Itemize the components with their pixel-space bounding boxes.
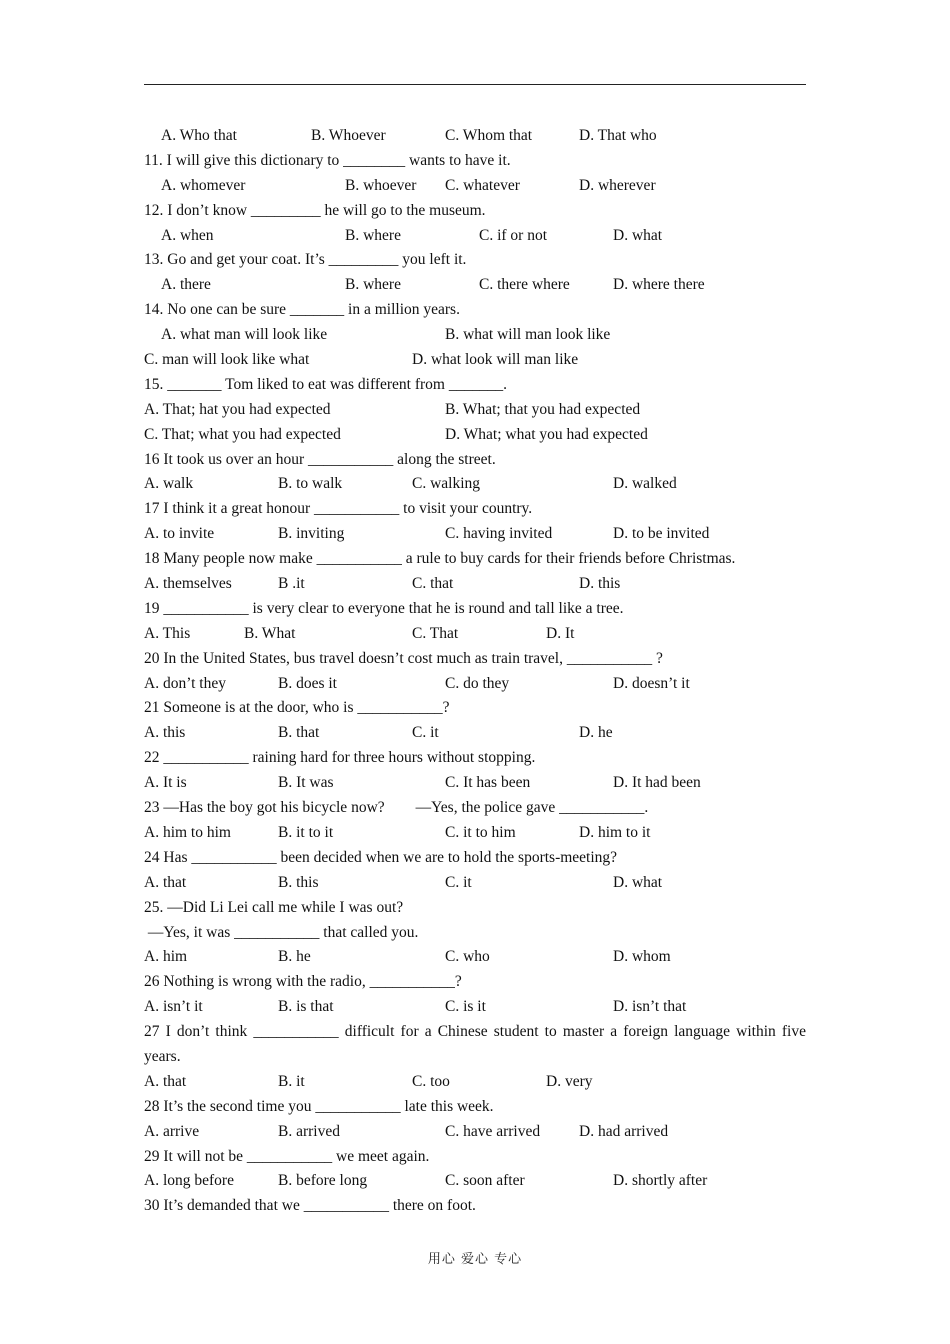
question-text: 28 It’s the second time you ___________ late this week. (144, 1097, 494, 1115)
option-row (144, 622, 806, 647)
option: C. having invited (445, 525, 553, 543)
question-text: 11. I will give this dictionary to ________ wants to have it. (144, 151, 511, 169)
option-row (144, 572, 806, 597)
option-row (144, 771, 806, 796)
option: B. is that (278, 998, 334, 1016)
option-row (144, 1120, 806, 1145)
question-text: 29 It will not be ___________ we meet again. (144, 1147, 430, 1165)
option: D. It had been (613, 774, 701, 792)
question-text: 13. Go and get your coat. It’s _________ you left it. (144, 251, 467, 269)
option: D. where there (613, 276, 705, 294)
option: A. this (144, 724, 186, 742)
option: D. this (579, 575, 621, 593)
question-text: 20 In the United States, bus travel doesn’t cost much as train travel, ___________ ? (144, 649, 663, 667)
option: A. what man will look like (161, 326, 328, 344)
option: C. do they (445, 674, 510, 692)
option-row (144, 273, 806, 298)
option: A. long before (144, 1172, 234, 1190)
option-row (144, 995, 806, 1020)
option-row (144, 398, 806, 423)
option: C. there where (479, 276, 570, 294)
option: B. What (244, 624, 296, 642)
option: D. to be invited (613, 525, 710, 543)
question-text: 14. No one can be sure _______ in a million years. (144, 301, 460, 319)
option: A. don’t they (144, 674, 226, 692)
option: B. inviting (278, 525, 345, 543)
option: A. whomever (161, 176, 246, 194)
option: C. if or not (479, 226, 548, 244)
option: C. it to him (445, 823, 516, 841)
option-row (144, 224, 806, 249)
option: C. It has been (445, 774, 531, 792)
option-row (144, 871, 806, 896)
option: D. what (613, 873, 663, 891)
option: B. where (345, 226, 401, 244)
option: C. it (445, 873, 472, 891)
option: D. isn’t that (613, 998, 687, 1016)
option: B .it (278, 575, 305, 593)
option: C. who (445, 948, 490, 966)
option-row (144, 124, 806, 149)
option: B. Whoever (311, 127, 386, 144)
option: A. that (144, 1072, 187, 1090)
question-text: 19 ___________ is very clear to everyone that he is round and tall like a tree. (144, 599, 624, 617)
option-row (144, 1169, 806, 1194)
option: A. Who that (161, 127, 237, 144)
option: D. what (613, 226, 663, 244)
option: B. this (278, 873, 319, 891)
option: D. very (546, 1072, 593, 1090)
option: C. whatever (445, 176, 520, 194)
option-row (144, 821, 806, 846)
option: C. That (412, 624, 459, 642)
option: A. him to him (144, 823, 231, 841)
question-text: 27 I don’t think ___________ difficult for a Chinese student to master a foreign language within five years. (144, 1023, 806, 1065)
question-text: 25. —Did Li Lei call me while I was out? (144, 898, 404, 916)
option: A. to invite (144, 525, 215, 543)
option: D. doesn’t it (613, 674, 690, 692)
question-text: 26 Nothing is wrong with the radio, ___________? (144, 973, 462, 991)
option-row (144, 423, 806, 448)
question-text: 16 It took us over an hour ___________ along the street. (144, 450, 496, 468)
option: A. that (144, 873, 187, 891)
header-rule (144, 84, 806, 85)
option: A. walk (144, 475, 194, 493)
option: C. too (412, 1072, 450, 1090)
option: A. themselves (144, 575, 232, 593)
question-text: 17 I think it a great honour ___________ to visit your country. (144, 500, 533, 518)
option: B. It was (278, 774, 334, 792)
page-footer: 用心 爱心 专心 (427, 1252, 523, 1267)
option-row (144, 522, 806, 547)
option: B. he (278, 948, 311, 966)
option: C. man will look like what (144, 351, 310, 369)
option: A. It is (144, 774, 187, 792)
option: A. isn’t it (144, 998, 203, 1016)
option: A. there (161, 276, 211, 294)
option: C. is it (445, 998, 486, 1016)
option: D. he (579, 724, 613, 742)
question-text: 21 Someone is at the door, who is ___________? (144, 699, 450, 717)
option-row (144, 721, 806, 746)
option: D. walked (613, 475, 677, 493)
option: B. what will man look like (445, 326, 611, 344)
question-text-continued: —Yes, it was ___________ that called you. (144, 923, 419, 941)
option: B. it to it (278, 823, 334, 841)
option: D. wherever (579, 176, 656, 194)
option: C. have arrived (445, 1122, 541, 1140)
question-text: 22 ___________ raining hard for three hours without stopping. (144, 749, 536, 767)
option: C. that (412, 575, 454, 593)
option: C. That; what you had expected (144, 425, 341, 443)
option: C. it (412, 724, 439, 742)
option: D. him to it (579, 823, 651, 841)
option: C. Whom that (445, 127, 533, 144)
option: A. when (161, 226, 214, 244)
option: B. where (345, 276, 401, 294)
question-text: 30 It’s demanded that we ___________ there on foot. (144, 1197, 476, 1215)
question-text: 15. _______ Tom liked to eat was different from _______. (144, 375, 507, 393)
option: B. whoever (345, 176, 417, 194)
option-row (144, 348, 806, 373)
option: B. does it (278, 674, 337, 692)
option: D. It (546, 624, 575, 642)
question-text: 18 Many people now make ___________ a rule to buy cards for their friends before Christmas. (144, 550, 736, 568)
option: A. This (144, 624, 191, 642)
option: B. to walk (278, 475, 343, 493)
option: A. That; hat you had expected (144, 400, 331, 418)
option: D. shortly after (613, 1172, 708, 1190)
question-text: 12. I don’t know _________ he will go to the museum. (144, 201, 486, 219)
option: A. arrive (144, 1122, 200, 1140)
option: D. what look will man like (412, 351, 579, 369)
option-row (144, 672, 806, 697)
question-text: 24 Has ___________ been decided when we are to hold the sports-meeting? (144, 848, 618, 866)
option: A. him (144, 948, 188, 966)
option: C. soon after (445, 1172, 525, 1190)
option: D. That who (579, 127, 657, 144)
option: B. arrived (278, 1122, 340, 1140)
option-row (144, 1070, 806, 1095)
option: B. What; that you had expected (445, 400, 641, 418)
option: C. walking (412, 475, 481, 493)
option: B. that (278, 724, 320, 742)
option-row (144, 945, 806, 970)
question-text: 23 —Has the boy got his bicycle now? —Yes, the police gave ___________. (144, 799, 649, 817)
option: D. had arrived (579, 1122, 669, 1140)
option: B. it (278, 1072, 305, 1090)
option-row (144, 472, 806, 497)
option-row (144, 323, 806, 348)
option-row (144, 174, 806, 199)
option: D. whom (613, 948, 671, 966)
option: D. What; what you had expected (445, 425, 648, 443)
option: B. before long (278, 1172, 368, 1190)
exercise-content (144, 124, 806, 1219)
